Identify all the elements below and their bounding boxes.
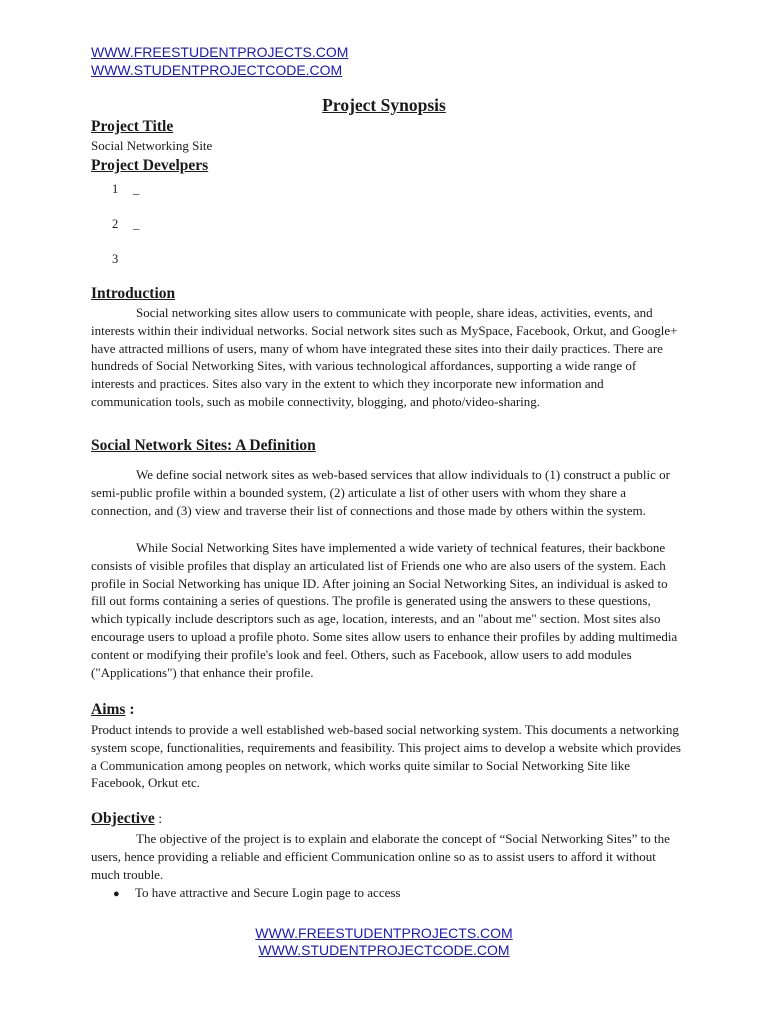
header-link-freestudentprojects[interactable]: WWW.FREESTUDENTPROJECTS.COM <box>91 44 349 60</box>
document-title: Project Synopsis <box>322 95 446 115</box>
project-title-heading: Project Title <box>91 118 174 135</box>
developer-number: 2 <box>112 217 119 231</box>
introduction-paragraph: Social networking sites allow users to communicate with people, share ideas, activities, events, and interests within their individual networks. Social network sites such as MySpace, Facebook, Orkut, and Google+ have attracted millions of users, many of whom have integrated these sites into their daily practices. There are hundreds of Social Networking Sites, with various technological affordances, supporting a wide range of interests and practices. Sites also vary in the extent to which they incorporate new information and communication tools, such as mobile connectivity, blogging, and photo/video-sharing. <box>91 305 678 409</box>
project-developers-heading: Project Develpers <box>91 157 209 174</box>
header-link-studentprojectcode[interactable]: WWW.STUDENTPROJECTCODE.COM <box>91 62 343 78</box>
objective-bullet-item <box>113 885 400 901</box>
aims-heading-row <box>91 701 135 719</box>
definition-paragraph-2: While Social Networking Sites have implemented a wide variety of technical features, their backbone consists of visible profiles that display an articulated list of Friends one who are also users of the system. Each profile in Social Networking has unique ID. After joining an Social Networking Sites, an individual is asked to fill out forms containing a series of questions. The profile is generated using the answers to these questions, which typically include descriptors such as age, location, interests, and an "about me" section. Most sites also encourage users to upload a profile photo. Some sites allow users to enhance their profiles by adding multimedia content or modifying their profile's look and feel. Others, such as Facebook, allow users to add modules ("Applications") that enhance their profile. <box>91 540 678 680</box>
aims-colon: : <box>125 701 135 718</box>
footer-link-studentprojectcode[interactable]: WWW.STUDENTPROJECTCODE.COM <box>258 942 510 958</box>
developer-name: _ <box>133 217 140 231</box>
developer-number: 1 <box>112 182 119 196</box>
definition-heading: Social Network Sites: A Definition <box>91 437 316 454</box>
objective-heading-row <box>91 810 162 828</box>
footer-link-freestudentprojects[interactable]: WWW.FREESTUDENTPROJECTS.COM <box>255 925 513 941</box>
objective-paragraph: The objective of the project is to explain and elaborate the concept of “Social Networking Sites” to the users, hence providing a reliable and efficient Communication online so as to assist users to afford it without much trouble. <box>91 831 670 882</box>
aims-paragraph: Product intends to provide a well established web-based social networking system. This documents a networking system scope, functionalities, requirements and feasibility. This project aims to develop a website which provides a Communication among peoples on network, which works quite similar to Social Networking Site like Facebook, Orkut etc. <box>91 722 681 791</box>
objective-heading: Objective <box>91 810 155 827</box>
introduction-heading: Introduction <box>91 285 176 302</box>
bullet-text: To have attractive and Secure Login page to access <box>135 885 401 900</box>
bullet-icon: ● <box>113 888 120 900</box>
aims-heading: Aims <box>91 701 126 718</box>
footer <box>0 925 768 959</box>
developer-name: _ <box>133 182 140 196</box>
objective-colon: : <box>154 812 163 827</box>
definition-paragraph-1: We define social network sites as web-based services that allow individuals to (1) construct a public or semi-public profile within a bounded system, (2) articulate a list of other users with whom they share a connection, and (3) view and traverse their list of connections and those made by others within the system. <box>91 467 670 518</box>
project-title-value: Social Networking Site <box>91 138 213 153</box>
developer-number: 3 <box>112 252 119 266</box>
